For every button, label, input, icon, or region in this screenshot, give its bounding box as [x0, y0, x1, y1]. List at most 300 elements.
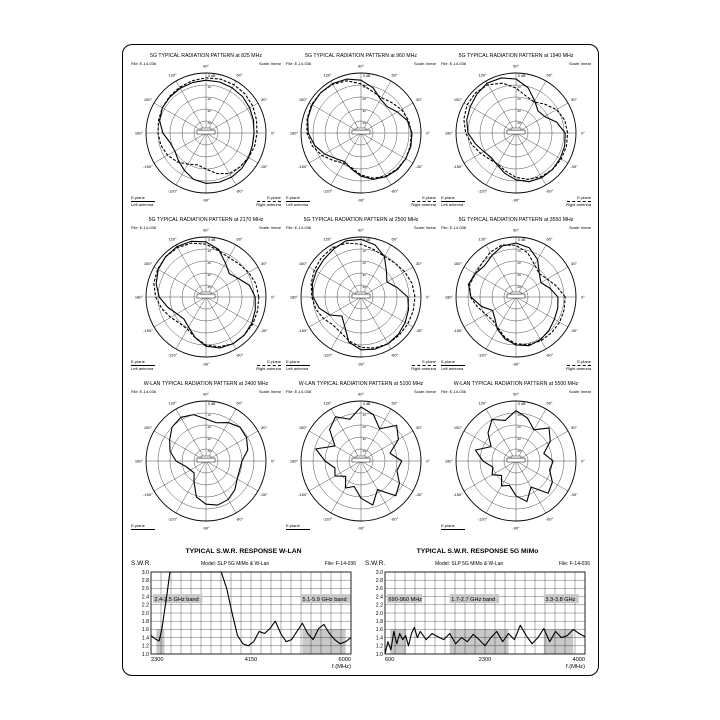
- panel-title: 5G TYPICAL RADIATION PATTERN at 1940 MHz: [458, 53, 574, 59]
- band-label: 2.4-2.5 GHz band: [154, 596, 199, 603]
- angle-label: 30°: [260, 97, 268, 102]
- angle-label: 30°: [570, 425, 578, 430]
- y-tick-label: 2.6: [375, 586, 383, 593]
- angle-label: -60°: [545, 352, 554, 358]
- panel-scale: Scale: linear: [413, 225, 436, 230]
- x-tick-label: 6000: [338, 657, 351, 663]
- angle-label: 30°: [260, 261, 268, 266]
- angle-label: 0°: [426, 130, 430, 136]
- grid-spoke: [331, 297, 361, 349]
- angle-label: 30°: [260, 425, 268, 430]
- angle-label: 150°: [143, 261, 153, 266]
- grid-spoke: [361, 297, 391, 349]
- y-tick-label: 2.2: [141, 602, 149, 609]
- angle-label: -90°: [357, 525, 365, 531]
- angle-label: -90°: [202, 525, 210, 531]
- grid-spoke: [309, 297, 361, 327]
- angle-label: -30°: [570, 492, 578, 497]
- angle-label: -30°: [260, 328, 268, 333]
- antenna-icon: [197, 458, 215, 462]
- radial-tick: 30: [517, 109, 521, 113]
- angle-label: -150°: [453, 492, 463, 497]
- panel-file: File: E-14-036: [286, 389, 312, 394]
- panel-scale: Scale: linear: [258, 61, 281, 66]
- grid-spoke: [206, 297, 258, 327]
- polar-panel: [131, 53, 281, 213]
- angle-label: -90°: [357, 197, 365, 203]
- angle-label: -60°: [235, 188, 244, 194]
- angle-label: -120°: [477, 352, 488, 358]
- legend-right: [566, 196, 591, 207]
- polar-panel: [441, 217, 591, 377]
- swr-ylabel: S.W.R.: [365, 560, 386, 567]
- grid-spoke: [154, 431, 206, 461]
- legend-right: [256, 360, 281, 371]
- legend-antenna: Left antenna: [441, 365, 464, 371]
- legend-right: [566, 360, 591, 371]
- angle-label: 0°: [581, 294, 585, 300]
- band-label: 5.1-5.9 GHz band: [302, 596, 347, 603]
- swr-chart-wlan: [131, 548, 356, 668]
- legend-antenna: Right antenna: [566, 365, 591, 371]
- angle-label: 180°: [444, 130, 454, 136]
- grid-spoke: [206, 297, 236, 349]
- angle-label: 150°: [143, 425, 153, 430]
- legend-antenna: Right antenna: [256, 201, 281, 207]
- radial-tick: 10: [207, 85, 211, 89]
- angle-label: 60°: [236, 72, 243, 78]
- angle-label: -60°: [545, 188, 554, 194]
- angle-label: 90°: [202, 227, 210, 233]
- angle-label: 90°: [202, 63, 210, 69]
- legend-plane: E-plane: [577, 359, 591, 364]
- angle-label: 0°: [271, 294, 275, 300]
- angle-label: 180°: [289, 130, 299, 136]
- grid-spoke: [516, 133, 546, 185]
- legend-plane: E-plane: [577, 195, 591, 200]
- angle-label: -30°: [570, 328, 578, 333]
- angle-label: 180°: [289, 458, 299, 464]
- legend-left: [131, 196, 155, 207]
- panel-title: 5G TYPICAL RADIATION PATTERN at 2500 MHz: [303, 217, 419, 223]
- angle-label: 120°: [323, 400, 332, 406]
- angle-label: 120°: [323, 236, 332, 242]
- panel-file: File: E-14-036: [131, 61, 157, 66]
- angle-label: 30°: [570, 97, 578, 102]
- grid-spoke: [309, 267, 361, 297]
- angle-label: 150°: [453, 425, 463, 430]
- x-axis-label: f.(MHz): [332, 664, 351, 670]
- grid-spoke: [361, 133, 413, 163]
- angle-label: 120°: [323, 72, 332, 78]
- polar-panel: [286, 217, 436, 377]
- db-label: 0 dB: [363, 238, 371, 242]
- legend-right: [256, 196, 281, 207]
- angle-label: 90°: [512, 63, 520, 69]
- angle-label: 0°: [271, 130, 275, 136]
- legend-plane: E-plane: [131, 359, 145, 364]
- legend-plane: E-plane: [131, 523, 145, 528]
- y-tick-label: 1.6: [141, 627, 149, 634]
- grid-spoke: [154, 461, 206, 491]
- grid-spoke: [464, 431, 516, 461]
- swr-model: Model: SLP 5G MiMo & W-Lan: [435, 561, 504, 567]
- angle-label: 60°: [546, 236, 553, 242]
- x-tick-label: 4000: [572, 657, 585, 663]
- panel-scale: Scale: linear: [258, 389, 281, 394]
- legend-right: [411, 360, 436, 371]
- panel-scale: Scale: linear: [568, 61, 591, 66]
- angle-label: 150°: [298, 97, 308, 102]
- panel-scale: Scale: linear: [568, 225, 591, 230]
- swr-file: File: F-14-036: [324, 561, 356, 567]
- angle-label: -90°: [202, 197, 210, 203]
- grid-spoke: [154, 267, 206, 297]
- grid-spoke: [361, 461, 391, 513]
- panel-file: File: E-14-036: [131, 225, 157, 230]
- polar-panel: [441, 53, 591, 213]
- radial-tick: 30: [207, 109, 211, 113]
- legend-antenna: Left antenna: [286, 201, 309, 207]
- polar-panel: [131, 217, 281, 377]
- panel-title: 5G TYPICAL RADIATION PATTERN at 2170 MHz: [148, 217, 264, 223]
- legend-left: [441, 524, 465, 531]
- angle-label: 90°: [357, 227, 365, 233]
- angle-label: -120°: [322, 516, 333, 522]
- grid-spoke: [206, 461, 236, 513]
- polar-plot: [446, 65, 586, 205]
- angle-label: -150°: [298, 492, 308, 497]
- angle-label: 0°: [426, 458, 430, 464]
- y-tick-label: 2.4: [141, 594, 149, 601]
- panel-title: W-LAN TYPICAL RADIATION PATTERN at 5500 MHz: [453, 381, 579, 387]
- angle-label: 90°: [357, 63, 365, 69]
- panel-title: W-LAN TYPICAL RADIATION PATTERN at 5100 MHz: [298, 381, 424, 387]
- grid-spoke: [206, 431, 258, 461]
- y-tick-label: 1.8: [141, 619, 149, 625]
- grid-spoke: [176, 245, 206, 297]
- radial-tick: 10: [517, 413, 521, 417]
- radial-tick: 10: [207, 249, 211, 253]
- panel-title: 5G TYPICAL RADIATION PATTERN at 825 MHz: [150, 53, 262, 59]
- db-label: 0 dB: [208, 402, 216, 406]
- panel-scale: Scale: linear: [413, 389, 436, 394]
- antenna-icon: [507, 294, 525, 298]
- angle-label: -150°: [453, 164, 463, 169]
- grid-spoke: [331, 245, 361, 297]
- angle-label: -120°: [477, 188, 488, 194]
- angle-label: 0°: [426, 294, 430, 300]
- legend-plane: E-plane: [441, 195, 455, 200]
- y-tick-label: 1.0: [375, 651, 383, 658]
- angle-label: 150°: [298, 425, 308, 430]
- angle-label: 60°: [391, 236, 398, 242]
- grid-spoke: [486, 245, 516, 297]
- panel-scale: Scale: linear: [258, 225, 281, 230]
- x-tick-label: 4150: [244, 657, 258, 663]
- legend-antenna: Left antenna: [441, 201, 464, 207]
- antenna-icon: [352, 294, 370, 298]
- antenna-icon: [507, 130, 525, 134]
- legend-antenna: Right antenna: [566, 201, 591, 207]
- radial-tick: 40: [362, 121, 366, 125]
- panel-file: File: E-14-036: [286, 225, 312, 230]
- db-label: 0 dB: [208, 74, 216, 78]
- panel-file: File: E-14-036: [131, 389, 157, 394]
- grid-spoke: [516, 103, 568, 133]
- grid-spoke: [176, 297, 206, 349]
- swr-model: Model: SLP 5G MiMo & W-Lan: [201, 561, 270, 567]
- y-tick-label: 1.6: [375, 627, 383, 634]
- radial-tick: 10: [517, 249, 521, 253]
- y-tick-label: 2.8: [141, 578, 149, 584]
- db-label: 0 dB: [363, 402, 371, 406]
- legend-plane: E-plane: [441, 523, 455, 528]
- grid-spoke: [176, 409, 206, 461]
- grid-spoke: [464, 297, 516, 327]
- y-tick-label: 1.2: [375, 643, 383, 650]
- legend-swatch-solid: [286, 529, 310, 530]
- legend-antenna: Right antenna: [411, 201, 436, 207]
- db-label: 0 dB: [363, 74, 371, 78]
- radial-tick: 30: [362, 109, 366, 113]
- angle-label: -90°: [357, 361, 365, 367]
- angle-label: -120°: [322, 352, 333, 358]
- grid-spoke: [486, 409, 516, 461]
- angle-label: 150°: [298, 261, 308, 266]
- legend-antenna: Right antenna: [411, 365, 436, 371]
- angle-label: -150°: [453, 328, 463, 333]
- angle-label: 30°: [415, 425, 423, 430]
- y-tick-label: 2.0: [375, 610, 383, 617]
- angle-label: -30°: [570, 164, 578, 169]
- radial-tick: 40: [362, 449, 366, 453]
- panel-file: File: E-14-036: [286, 61, 312, 66]
- legend-antenna: Left antenna: [131, 365, 154, 371]
- radial-tick: 30: [207, 437, 211, 441]
- angle-label: 150°: [453, 97, 463, 102]
- angle-label: 90°: [357, 391, 365, 397]
- grid-spoke: [176, 461, 206, 513]
- angle-label: -90°: [512, 197, 520, 203]
- grid-spoke: [206, 461, 258, 491]
- radial-tick: 30: [207, 273, 211, 277]
- angle-label: 120°: [168, 236, 177, 242]
- grid-spoke: [464, 267, 516, 297]
- legend-antenna: Left antenna: [286, 365, 309, 371]
- radial-tick: 10: [362, 85, 366, 89]
- angle-label: -150°: [143, 492, 153, 497]
- radial-tick: 20: [207, 425, 211, 429]
- band-label: 3.3-3.8 GHz: [545, 596, 576, 603]
- angle-label: -90°: [512, 361, 520, 367]
- db-label: 0 dB: [208, 238, 216, 242]
- panel-scale: Scale: linear: [568, 389, 591, 394]
- radial-tick: 20: [517, 425, 521, 429]
- swr-file: File: F-14-036: [558, 561, 590, 567]
- angle-label: 60°: [391, 72, 398, 78]
- legend-swatch-solid: [441, 529, 465, 530]
- legend-right: [411, 196, 436, 207]
- grid-spoke: [516, 297, 568, 327]
- angle-label: -120°: [322, 188, 333, 194]
- angle-label: 30°: [415, 261, 423, 266]
- legend-antenna: Right antenna: [256, 365, 281, 371]
- radial-tick: 20: [362, 97, 366, 101]
- polar-panel: [286, 381, 436, 541]
- angle-label: 150°: [453, 261, 463, 266]
- angle-label: 120°: [478, 236, 487, 242]
- legend-plane: E-plane: [422, 359, 436, 364]
- grid-spoke: [331, 461, 361, 513]
- angle-label: -150°: [298, 164, 308, 169]
- angle-label: -150°: [298, 328, 308, 333]
- radial-tick: 40: [207, 449, 211, 453]
- legend-antenna: Left antenna: [131, 201, 154, 207]
- x-tick-label: 600: [385, 657, 395, 663]
- polar-plot: [446, 393, 586, 533]
- y-tick-label: 1.4: [141, 635, 149, 642]
- grid-spoke: [309, 103, 361, 133]
- legend-left: [441, 360, 465, 371]
- datasheet: [122, 44, 599, 676]
- radial-tick: 20: [362, 425, 366, 429]
- db-label: 0 dB: [518, 238, 526, 242]
- angle-label: -60°: [390, 516, 399, 522]
- antenna-icon: [197, 130, 215, 134]
- polar-plot: [136, 65, 276, 205]
- panel-title: 5G TYPICAL RADIATION PATTERN at 3550 MHz: [458, 217, 574, 223]
- angle-label: -60°: [235, 516, 244, 522]
- grid-spoke: [486, 461, 516, 513]
- grid-spoke: [176, 81, 206, 133]
- grid-spoke: [154, 133, 206, 163]
- radial-tick: 40: [517, 449, 521, 453]
- angle-label: -90°: [202, 361, 210, 367]
- polar-plot: [136, 229, 276, 369]
- legend-plane: E-plane: [422, 195, 436, 200]
- y-tick-label: 3.0: [375, 569, 383, 576]
- angle-label: -30°: [415, 164, 423, 169]
- swr-title: TYPICAL S.W.R. RESPONSE W-LAN: [185, 548, 302, 555]
- antenna-icon: [197, 294, 215, 298]
- grid-spoke: [464, 133, 516, 163]
- legend-plane: E-plane: [286, 359, 300, 364]
- polar-panel: [441, 381, 591, 541]
- angle-label: -120°: [477, 516, 488, 522]
- y-tick-label: 2.4: [375, 594, 383, 601]
- angle-label: -120°: [167, 188, 178, 194]
- grid-spoke: [154, 297, 206, 327]
- radial-tick: 40: [362, 285, 366, 289]
- polar-plot: [291, 393, 431, 533]
- polar-plot: [291, 229, 431, 369]
- angle-label: 150°: [143, 97, 153, 102]
- angle-label: 30°: [415, 97, 423, 102]
- legend-plane: E-plane: [441, 359, 455, 364]
- radial-tick: 10: [517, 85, 521, 89]
- angle-label: -60°: [545, 516, 554, 522]
- angle-label: 180°: [289, 294, 299, 300]
- radial-tick: 10: [207, 413, 211, 417]
- grid-spoke: [361, 461, 413, 491]
- panel-scale: Scale: linear: [413, 61, 436, 66]
- grid-spoke: [331, 81, 361, 133]
- legend-left: [286, 360, 310, 371]
- antenna-icon: [352, 130, 370, 134]
- swr-plot: [365, 566, 590, 668]
- angle-label: 180°: [134, 294, 144, 300]
- radial-tick: 40: [517, 121, 521, 125]
- y-tick-label: 3.0: [141, 569, 149, 576]
- legend-swatch-solid: [131, 529, 155, 530]
- radial-tick: 20: [517, 97, 521, 101]
- legend-left: [286, 196, 310, 207]
- angle-label: -120°: [167, 352, 178, 358]
- polar-panel: [131, 381, 281, 541]
- swr-ylabel: S.W.R.: [131, 560, 152, 567]
- angle-label: 180°: [444, 294, 454, 300]
- angle-label: -150°: [143, 328, 153, 333]
- radial-tick: 40: [207, 285, 211, 289]
- angle-label: 60°: [391, 400, 398, 406]
- angle-label: -60°: [390, 188, 399, 194]
- legend-plane: E-plane: [286, 523, 300, 528]
- db-label: 0 dB: [518, 74, 526, 78]
- angle-label: -30°: [260, 164, 268, 169]
- x-tick-label: 2300: [478, 657, 492, 663]
- polar-panel: [286, 53, 436, 213]
- legend-plane: E-plane: [131, 195, 145, 200]
- radial-tick: 10: [362, 413, 366, 417]
- grid-spoke: [516, 297, 546, 349]
- grid-spoke: [206, 103, 258, 133]
- legend-left: [131, 524, 155, 531]
- radial-tick: 20: [207, 261, 211, 265]
- angle-label: 0°: [581, 130, 585, 136]
- grid-spoke: [486, 81, 516, 133]
- angle-label: 120°: [478, 72, 487, 78]
- radial-tick: 30: [517, 437, 521, 441]
- radial-tick: 30: [362, 437, 366, 441]
- y-tick-label: 2.0: [141, 610, 149, 617]
- y-tick-label: 2.2: [375, 602, 383, 609]
- angle-label: -60°: [390, 352, 399, 358]
- polar-plot: [136, 393, 276, 533]
- panel-title: 5G TYPICAL RADIATION PATTERN at 960 MHz: [305, 53, 417, 59]
- angle-label: -120°: [167, 516, 178, 522]
- grid-spoke: [516, 267, 568, 297]
- radial-tick: 20: [362, 261, 366, 265]
- polar-plot: [291, 65, 431, 205]
- radial-tick: 20: [207, 97, 211, 101]
- legend-plane: E-plane: [267, 359, 281, 364]
- swr-title: TYPICAL S.W.R. RESPONSE 5G MiMo: [416, 548, 539, 555]
- angle-label: -30°: [415, 492, 423, 497]
- legend-left: [131, 360, 155, 371]
- angle-label: -60°: [235, 352, 244, 358]
- polar-plot: [446, 229, 586, 369]
- angle-label: 60°: [236, 236, 243, 242]
- angle-label: 0°: [581, 458, 585, 464]
- y-tick-label: 1.4: [375, 635, 383, 642]
- panel-title: W-LAN TYPICAL RADIATION PATTERN at 2400 MHz: [143, 381, 269, 387]
- angle-label: 30°: [570, 261, 578, 266]
- panel-file: File: E-14-036: [441, 61, 467, 66]
- angle-label: 60°: [546, 400, 553, 406]
- x-axis-label: f.(MHz): [566, 664, 585, 670]
- antenna-icon: [352, 458, 370, 462]
